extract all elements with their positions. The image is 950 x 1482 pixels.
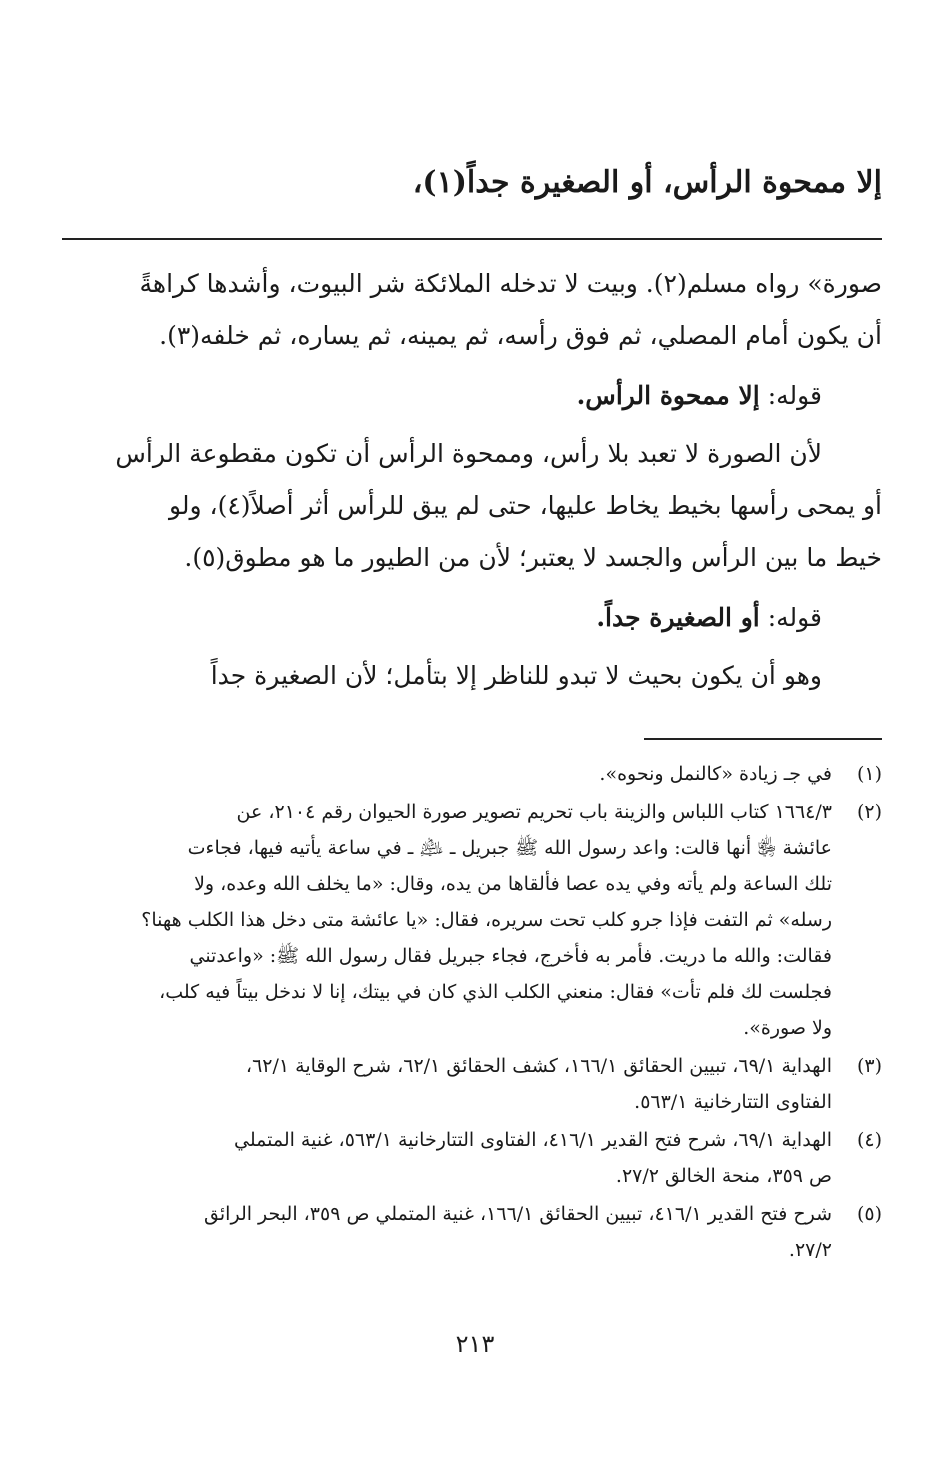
heading-text: إلا ممحوة الرأس. — [576, 381, 760, 410]
footnote-line: شرح فتح القدير ٤١٦/١، تبيين الحقائق ١٦٦/١، غنية المتملي ص ٣٥٩، البحر الرائق — [204, 1203, 832, 1225]
body-line: صورة» رواه مسلم(٢). وبيت لا تدخله الملائكة شر البيوت، وأشدها كراهةً — [139, 269, 882, 298]
footnote-line: ١٦٦٤/٣ كتاب اللباس والزينة باب تحريم تصوير صورة الحيوان رقم ٢١٠٤، عن — [236, 801, 832, 823]
footnote-number: (٤) — [856, 1129, 882, 1151]
heading-qawluhu-2 — [62, 592, 882, 644]
paragraph-1 — [62, 258, 882, 362]
footnote-line: تلك الساعة ولم يأته وفي يده عصا فألقاها من يده، وقال: «ما يخلف الله وعده، ولا — [194, 873, 832, 895]
paragraph-2 — [62, 428, 882, 584]
footnote-text — [62, 1122, 832, 1194]
commentary-body — [62, 258, 882, 708]
footnote-line: عائشة ﵂ أنها قالت: واعد رسول الله ﷺ جبريل ـ ﵇ ـ في ساعة يأتيه فيها، فجاءت — [187, 837, 832, 859]
body-line: أن يكون أمام المصلي، ثم فوق رأسه، ثم يمينه، ثم يساره، ثم خلفه(٣). — [159, 321, 882, 350]
footnote-line: ٢٧/٢. — [788, 1239, 832, 1261]
footnote-line: الفتاوى التتارخانية ٥٦٣/١. — [634, 1091, 832, 1113]
footnote-3 — [62, 1048, 882, 1120]
footnote-text — [62, 1196, 832, 1268]
matn-text: إلا ممحوة الرأس، أو الصغيرة جداً(١)، — [412, 165, 882, 200]
paragraph-3 — [62, 650, 882, 702]
footnote-text — [62, 1048, 832, 1120]
footnote-number: (٢) — [856, 801, 882, 823]
footnote-line: الهداية ٦٩/١، شرح فتح القدير ٤١٦/١، الفتاوى التتارخانية ٥٦٣/١، غنية المتملي — [233, 1129, 832, 1151]
page-number: ٢١٣ — [455, 1330, 495, 1358]
heading-qawluhu-1 — [62, 370, 882, 422]
footnote-separator — [644, 738, 882, 740]
footnote-line: فجلست لك فلم تأت» فقال: منعني الكلب الذي كان في بيتك، إنا لا ندخل بيتاً فيه كلب، — [159, 981, 832, 1003]
body-line: لأن الصورة لا تعبد بلا رأس، وممحوة الرأس أن تكون مقطوعة الرأس — [115, 439, 822, 468]
footnote-1 — [62, 756, 882, 792]
footnote-5 — [62, 1196, 882, 1268]
heading-prefix: قوله: — [767, 603, 822, 632]
heading-text: أو الصغيرة جداً. — [596, 603, 760, 632]
footnote-line: ولا صورة». — [743, 1017, 832, 1039]
footnote-line: رسله» ثم التفت فإذا جرو كلب تحت سريره، فقال: «يا عائشة متى دخل هذا الكلب ههنا؟ — [141, 909, 832, 931]
footnote-number: (٥) — [856, 1203, 882, 1225]
footnote-line: في جـ زيادة «كالنمل ونحوه». — [599, 763, 832, 785]
footnote-4 — [62, 1122, 882, 1194]
footnote-line: ص ٣٥٩، منحة الخالق ٢٧/٢. — [615, 1165, 832, 1187]
footnote-text — [62, 794, 832, 1046]
heading-prefix: قوله: — [767, 381, 822, 410]
footnote-line: فقالت: والله ما دريت. فأمر به فأخرج، فجاء جبريل فقال رسول الله ﷺ: «واعدتني — [189, 945, 832, 967]
footnote-number: (٣) — [856, 1055, 882, 1077]
separator-rule — [62, 238, 882, 240]
body-line: خيط ما بين الرأس والجسد لا يعتبر؛ لأن من الطيور ما هو مطوق(٥). — [184, 543, 882, 572]
footnote-text — [62, 756, 832, 792]
footnote-number: (١) — [856, 763, 882, 785]
footnotes — [62, 756, 882, 1270]
footnote-line: الهداية ٦٩/١، تبيين الحقائق ١٦٦/١، كشف الحقائق ٦٢/١، شرح الوقاية ٦٢/١، — [245, 1055, 832, 1077]
body-line: أو يمحى رأسها بخيط يخاط عليها، حتى لم يبق للرأس أثر أصلاً(٤)، ولو — [168, 491, 882, 520]
footnote-2 — [62, 794, 882, 1046]
body-line: وهو أن يكون بحيث لا تبدو للناظر إلا بتأمل؛ لأن الصغيرة جداً — [210, 661, 822, 690]
